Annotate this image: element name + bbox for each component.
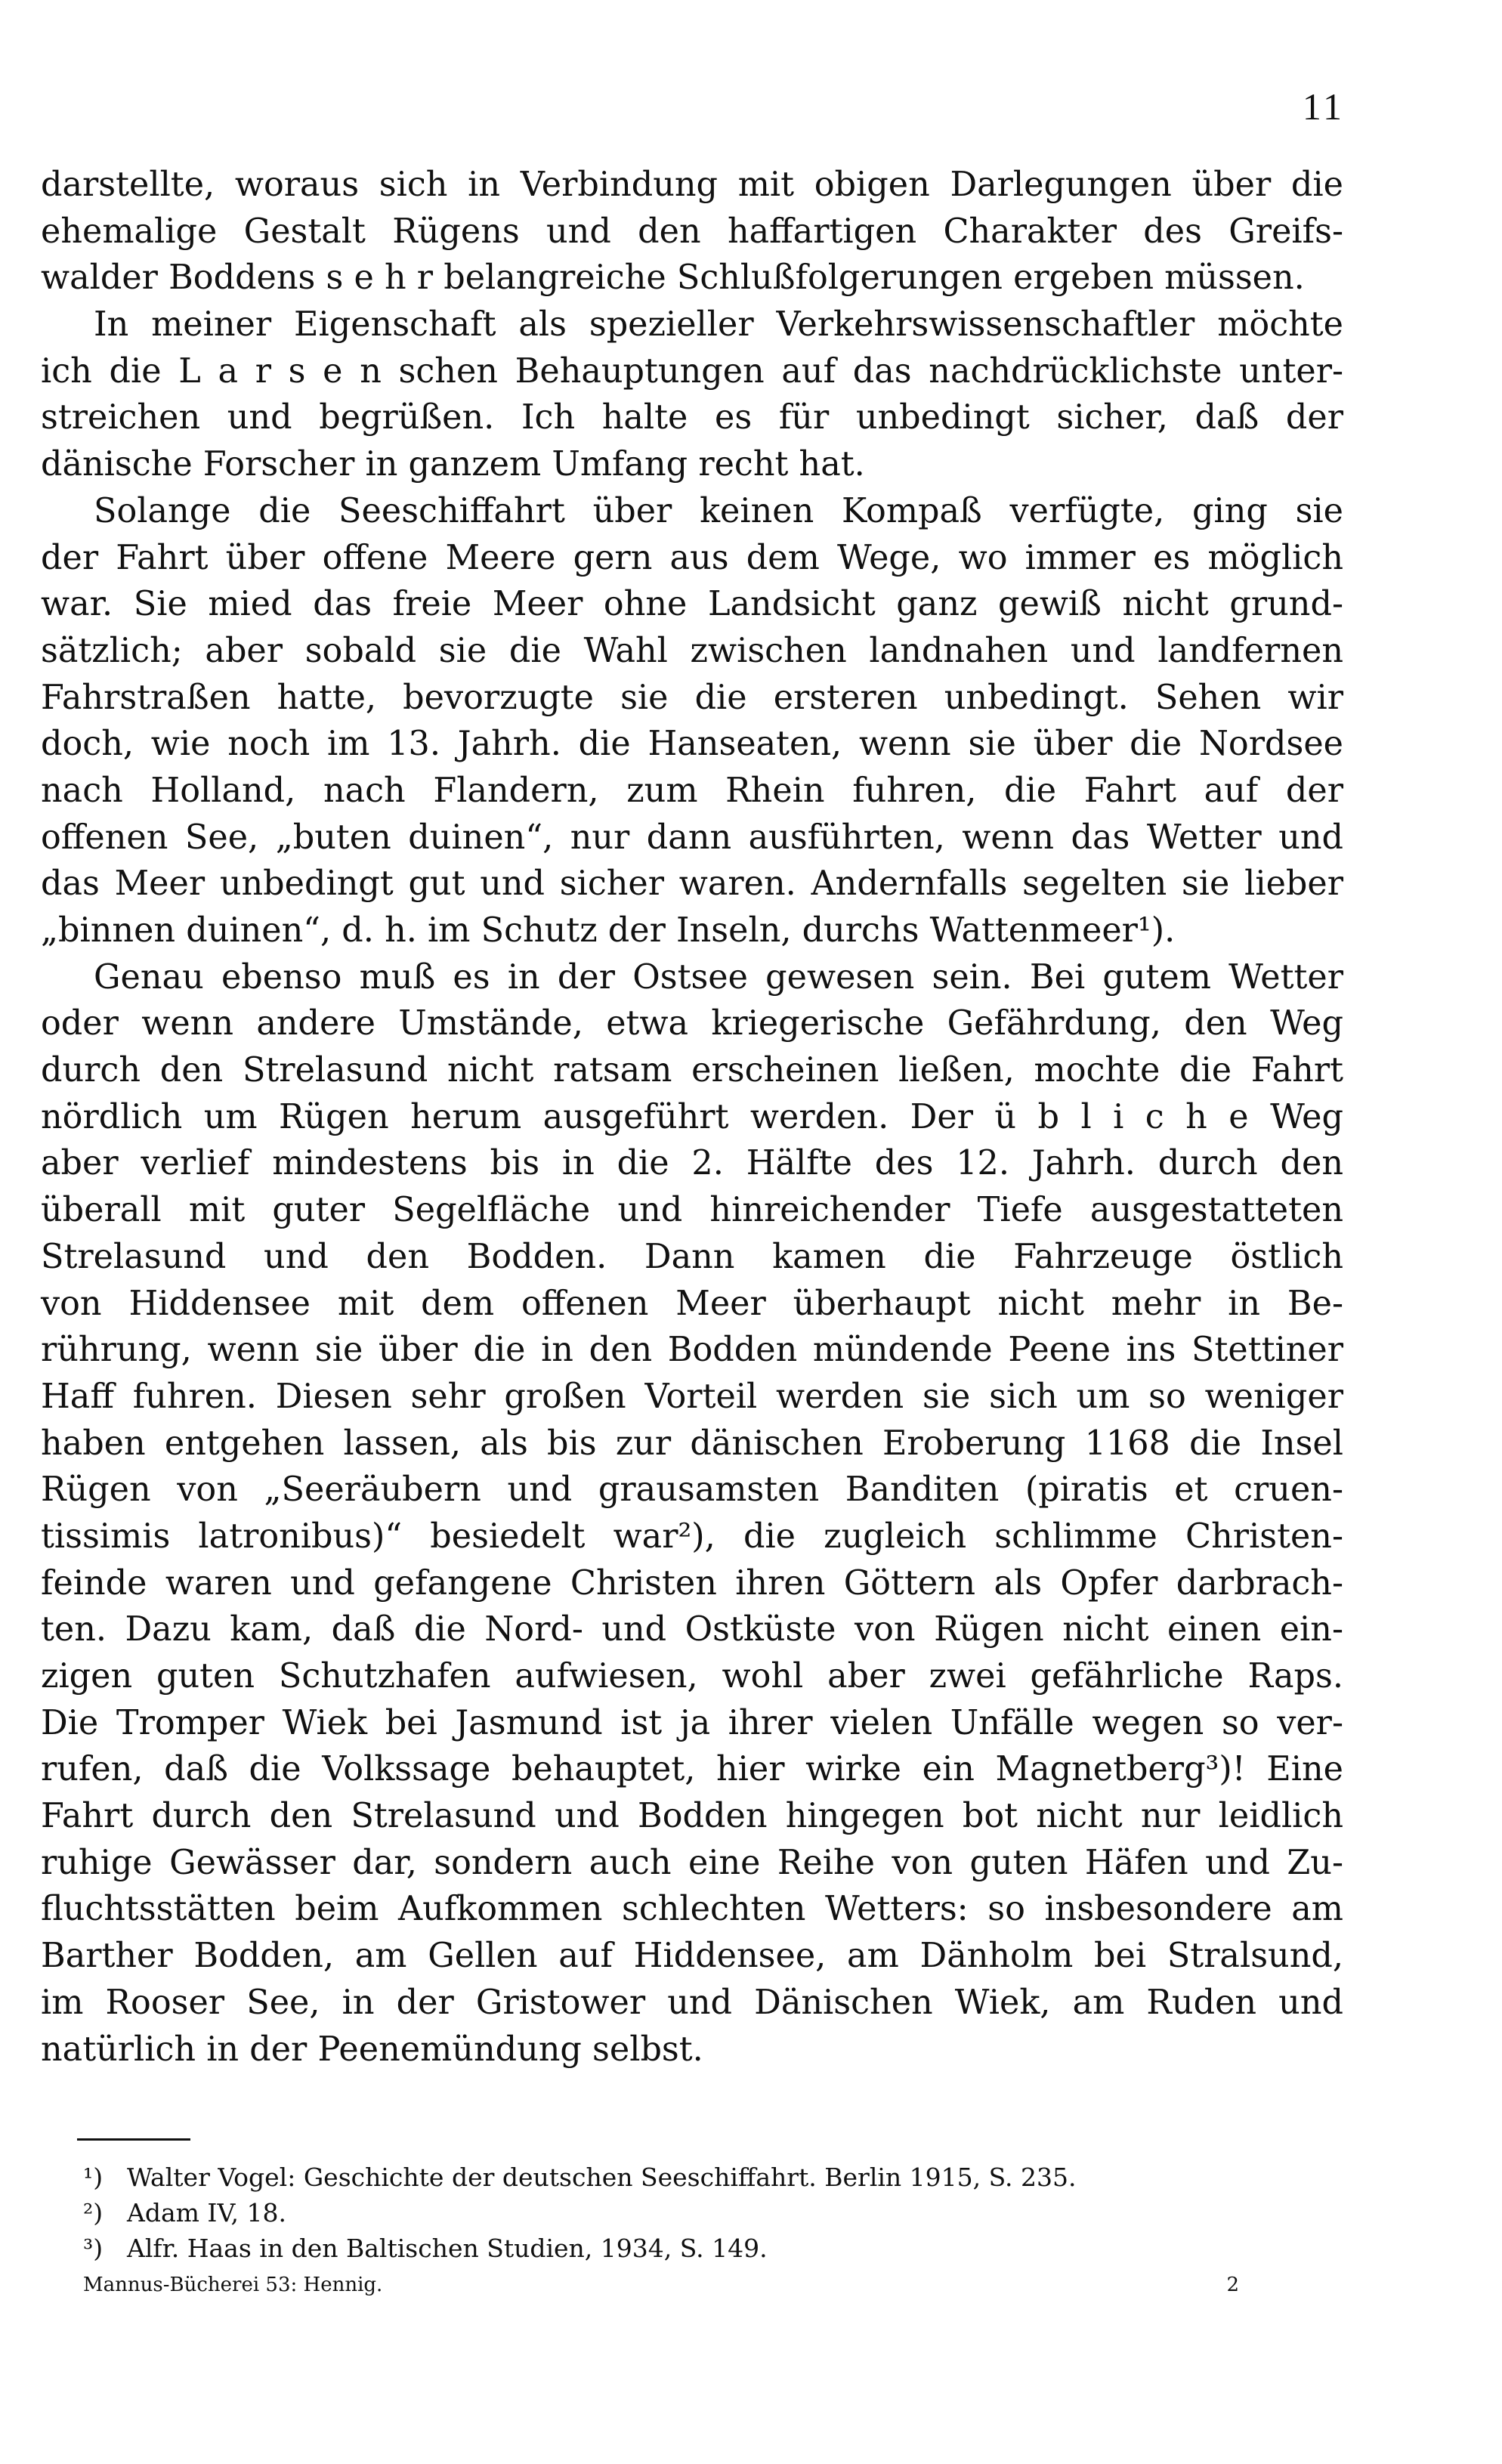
text-line: der Fahrt über offene Meere gern aus dem Wege, wo immer es möglich — [41, 538, 1343, 577]
text-line: zigen guten Schutzhafen aufwiesen, wohl aber zwei gefährliche Raps. — [41, 1657, 1343, 1696]
text-line: haben entgehen lassen, als bis zur dänischen Eroberung 1168 die Insel — [41, 1424, 1343, 1463]
footnote-rule — [77, 2138, 190, 2141]
text-line: In meiner Eigenschaft als spezieller Verkehrswissenschaftler möchte — [94, 305, 1343, 345]
footnote — [83, 2159, 1337, 2195]
text-line: fluchtsstätten beim Aufkommen schlechten Wetters: so insbesondere am — [41, 1890, 1343, 1929]
text-line: das Meer unbedingt gut und sicher waren. Andernfalls segelten sie lieber — [41, 864, 1343, 904]
text-line: nördlich um Rügen herum ausgeführt werden. Der ü b l i c h e Weg — [41, 1097, 1343, 1136]
text-line: im Rooser See, in der Gristower und Dänischen Wiek, am Ruden und — [41, 1983, 1343, 2022]
signature-text: Mannus-Bücherei 53: Hennig. — [83, 2274, 383, 2296]
text-line: sätzlich; aber sobald sie die Wahl zwischen landnahen und landfernen — [41, 631, 1343, 670]
text-line: Barther Bodden, am Gellen auf Hiddensee, am Dänholm bei Stralsund, — [41, 1937, 1343, 1976]
footnote — [83, 2231, 1337, 2266]
footnote-mark: ¹) — [83, 2163, 104, 2192]
text-line: durch den Strelasund nicht ratsam erscheinen ließen, mochte die Fahrt — [41, 1051, 1343, 1090]
text-line: rührung, wenn sie über die in den Bodden mündende Peene ins Stettiner — [41, 1331, 1343, 1370]
text-line: ich die L a r s e n schen Behauptungen auf das nachdrücklichste unter- — [41, 351, 1343, 391]
text-line: Genau ebenso muß es in der Ostsee gewesen sein. Bei gutem Wetter — [94, 957, 1343, 997]
text-line: feinde waren und gefangene Christen ihren Göttern als Opfer darbrach- — [41, 1563, 1343, 1603]
text-line: offenen See, „buten duinen“, nur dann ausführten, wenn das Wetter und — [41, 818, 1343, 857]
text-line: Fahrt durch den Strelasund und Bodden hingegen bot nicht nur leidlich — [41, 1797, 1343, 1836]
footnote — [83, 2195, 1337, 2231]
text-line: rufen, daß die Volkssage behauptet, hier wirke ein Magnetberg³)! Eine — [41, 1750, 1343, 1789]
text-line: ehemalige Gestalt Rügens und den haffartigen Charakter des Greifs- — [41, 212, 1343, 251]
text-line: nach Holland, nach Flandern, zum Rhein fuhren, die Fahrt auf der — [41, 771, 1343, 810]
text-line: Solange die Seeschiffahrt über keinen Kompaß verfügte, ging sie — [94, 491, 1343, 530]
text-line: war. Sie mied das freie Meer ohne Landsicht ganz gewiß nicht grund- — [41, 585, 1343, 624]
text-line: aber verlief mindestens bis in die 2. Hälfte des 12. Jahrh. durch den — [41, 1144, 1343, 1183]
text-line: überall mit guter Segelfläche und hinreichender Tiefe ausgestatteten — [41, 1191, 1343, 1230]
footnote-text: Walter Vogel: Geschichte der deutschen Seeschiffahrt. Berlin 1915, S. 235. — [127, 2163, 1077, 2192]
page-number: 11 — [1302, 85, 1345, 128]
text-line: Die Tromper Wiek bei Jasmund ist ja ihrer vielen Unfälle wegen so ver- — [41, 1703, 1343, 1742]
footnote-text: Adam IV, 18. — [127, 2198, 286, 2227]
footnote-mark: ²) — [83, 2198, 104, 2227]
footnote-mark: ³) — [83, 2234, 104, 2263]
text-line: oder wenn andere Umstände, etwa kriegerische Gefährdung, den Weg — [41, 1004, 1343, 1043]
footnotes — [83, 2159, 1337, 2266]
body-text — [41, 162, 1343, 2073]
text-line: Fahrstraßen hatte, bevorzugte sie die ersteren unbedingt. Sehen wir — [41, 678, 1343, 717]
text-line: Strelasund und den Bodden. Dann kamen die Fahrzeuge östlich — [41, 1237, 1343, 1276]
text-line: Haff fuhren. Diesen sehr großen Vorteil werden sie sich um so weniger — [41, 1377, 1343, 1416]
text-line: „binnen duinen“, d. h. im Schutz der Inseln, durchs Wattenmeer¹). — [41, 911, 1176, 950]
footnote-text: Alfr. Haas in den Baltischen Studien, 1934, S. 149. — [127, 2234, 768, 2263]
text-line: walder Boddens s e h r belangreiche Schlußfolgerungen ergeben müssen. — [41, 258, 1305, 298]
text-line: doch, wie noch im 13. Jahrh. die Hanseaten, wenn sie über die Nordsee — [41, 725, 1343, 764]
text-line: darstellte, woraus sich in Verbindung mit obigen Darlegungen über die — [41, 165, 1343, 204]
signature-line — [83, 2272, 1239, 2298]
text-line: ruhige Gewässer dar, sondern auch eine Reihe von guten Häfen und Zu- — [41, 1843, 1343, 1882]
text-line: streichen und begrüßen. Ich halte es für unbedingt sicher, daß der — [41, 398, 1343, 437]
text-line: von Hiddensee mit dem offenen Meer überhaupt nicht mehr in Be- — [41, 1284, 1343, 1323]
text-line: natürlich in der Peenemündung selbst. — [41, 2030, 703, 2069]
text-line: tissimis latronibus)“ besiedelt war²), die zugleich schlimme Christen- — [41, 1516, 1343, 1556]
text-line: Rügen von „Seeräubern und grausamsten Banditen (piratis et cruen- — [41, 1470, 1343, 1510]
text-line: ten. Dazu kam, daß die Nord- und Ostküste von Rügen nicht einen ein- — [41, 1610, 1343, 1649]
text-line: dänische Forscher in ganzem Umfang recht hat. — [41, 445, 865, 484]
sheet-mark: 2 — [1226, 2274, 1239, 2296]
